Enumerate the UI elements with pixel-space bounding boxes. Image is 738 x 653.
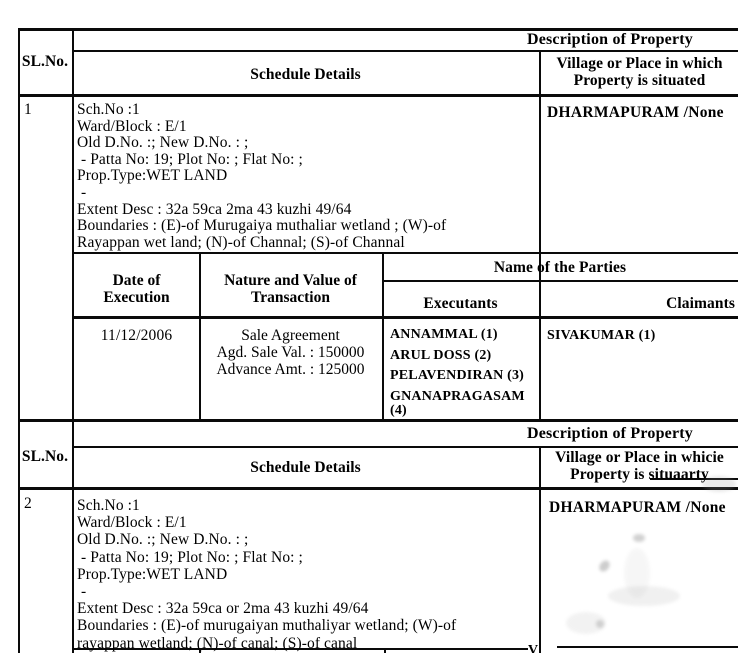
row1-slno: 1 xyxy=(24,101,32,118)
schedule-line: - Patta No: 19; Plot No: ; Flat No: ; xyxy=(77,548,303,566)
nature-value-header xyxy=(199,272,382,306)
name-of-parties-header: Name of the Parties xyxy=(493,259,627,276)
schedule-line: Boundaries : (E)-of Murugaiya muthaliar wetland ; (W)-of xyxy=(77,217,447,235)
scan-artifact xyxy=(702,476,736,492)
nature-and-value xyxy=(199,327,382,378)
date-header-line1: Date of xyxy=(112,272,161,289)
date-of-execution-header xyxy=(74,272,199,306)
executants-header: Executants xyxy=(423,295,498,312)
schedule-line: Old D.No. :; New D.No. : ; xyxy=(77,134,249,152)
nature-line: Advance Amt. : 125000 xyxy=(216,361,365,378)
nature-line: Sale Agreement xyxy=(241,327,340,344)
nature-header-line2: Transaction xyxy=(251,289,330,306)
schedule-line: Ward/Block : E/1 xyxy=(77,117,187,135)
village-header-2-line1: Village or Place in whicie xyxy=(555,449,724,466)
row2-village-value: DHARMAPURAM /None xyxy=(549,499,726,516)
scan-artifact xyxy=(633,534,645,542)
col-divider-executants xyxy=(382,252,384,419)
slno-header-2: SL.No. xyxy=(21,448,69,465)
village-header-1-line2: Property is situated xyxy=(573,72,706,89)
village-header-1 xyxy=(541,55,738,89)
claimant-entry: SIVAKUMAR (1) xyxy=(547,328,656,343)
scan-artifact xyxy=(596,620,604,628)
executant-entry: PELAVENDIRAN (3) xyxy=(390,368,525,383)
schedule-line: Old D.No. :; New D.No. : ; xyxy=(77,531,249,549)
village-header-2-line2: Property is situaarty xyxy=(570,466,709,483)
rule-under-header-1 xyxy=(18,94,738,97)
schedule-line: Prop.Type:WET LAND xyxy=(77,167,228,185)
row1-schedule-details xyxy=(77,102,446,251)
rule-under-description-2 xyxy=(72,446,738,448)
slno-header-1: SL.No. xyxy=(21,53,69,70)
rule-under-header-2 xyxy=(18,487,738,490)
executants-list xyxy=(390,328,542,425)
rule-under-parties xyxy=(382,280,738,282)
village-header-1-line1: Village or Place in which xyxy=(556,55,723,72)
schedule-details-header-2: Schedule Details xyxy=(250,459,361,476)
description-of-property-header-1: Description of Property xyxy=(526,31,693,48)
schedule-line: Sch.No :1 xyxy=(77,101,140,118)
schedule-line: Prop.Type:WET LAND xyxy=(77,565,228,583)
executant-entry: ARUL DOSS (2) xyxy=(390,347,492,363)
row1-village-value: DHARMAPURAM /None xyxy=(547,104,724,121)
schedule-line: - Patta No: 19; Plot No: ; Flat No: ; xyxy=(77,150,303,168)
rule-under-inner-header xyxy=(72,316,738,319)
rule-under-description-1 xyxy=(72,50,738,52)
table-border-left xyxy=(18,28,20,653)
scan-artifact xyxy=(624,548,650,598)
schedule-line: Rayappan wet land; (N)-of Channal; (S)-of Channal xyxy=(77,233,405,251)
schedule-line: Sch.No :1 xyxy=(77,497,140,514)
date-header-line2: Execution xyxy=(103,289,170,306)
executant-entry: ANNAMMAL (1) xyxy=(390,327,498,342)
cutoff-text-fragment: V xyxy=(528,643,539,653)
inner-table-top-1 xyxy=(72,252,738,254)
schedule-line: Extent Desc : 32a 59ca or 2ma 43 kuzhi 49/64 xyxy=(77,600,369,618)
schedule-details-header-1: Schedule Details xyxy=(250,66,361,83)
bottom-fragment-line-right xyxy=(557,646,738,648)
schedule-line: - xyxy=(77,583,91,601)
schedule-line: Ward/Block : E/1 xyxy=(77,514,187,532)
execution-date: 11/12/2006 xyxy=(100,327,173,344)
schedule-line: Extent Desc : 32a 59ca 2ma 43 kuzhi 49/64 xyxy=(77,200,352,218)
schedule-line: Boundaries : (E)-of murugaiyan muthaliyar wetland; (W)-of xyxy=(77,617,457,635)
schedule-line: - xyxy=(77,183,91,201)
section-divider xyxy=(18,419,738,422)
claimants-list xyxy=(547,329,732,350)
claimants-header: Claimants xyxy=(666,295,735,312)
row2-schedule-details xyxy=(77,497,456,652)
row2-slno: 2 xyxy=(24,495,32,512)
description-of-property-header-2: Description of Property xyxy=(526,425,693,442)
executant-entry: GNANAPRAGASAM (4) xyxy=(390,388,525,418)
schedule-line: rayappan wetland; (N)-of canal; (S)-of canal xyxy=(77,634,358,652)
nature-header-line1: Nature and Value of xyxy=(224,272,357,289)
scan-artifact xyxy=(597,559,612,574)
nature-line: Agd. Sale Val. : 150000 xyxy=(216,344,365,361)
